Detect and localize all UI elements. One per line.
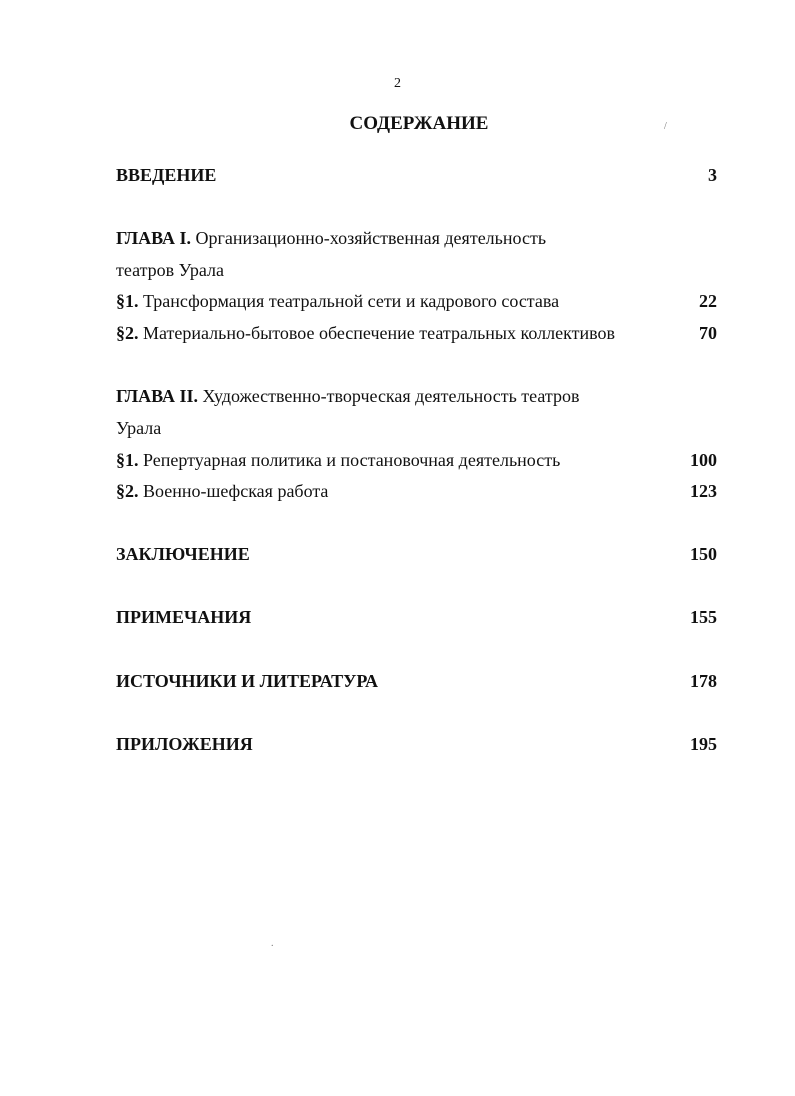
toc-entry-sources: [116, 668, 717, 694]
toc-entry-notes: [116, 604, 717, 630]
toc-entry-label: ПРИМЕЧАНИЯ: [116, 607, 252, 627]
toc-entry-label: ЗАКЛЮЧЕНИЕ: [116, 544, 250, 564]
chapter-prefix: ГЛАВА II.: [116, 386, 199, 406]
section-mark: §1.: [116, 450, 139, 470]
scan-speck: /: [664, 121, 667, 132]
toc-chapter-2-heading-continued: [116, 415, 717, 441]
toc-section-2-2: [116, 478, 717, 504]
section-title: Репертуарная политика и постановочная деятельность: [138, 450, 561, 470]
toc-page-number: 150: [690, 544, 717, 564]
chapter-title-continued: Урала: [116, 418, 162, 438]
section-title: Военно-шефская работа: [138, 481, 329, 501]
chapter-prefix: ГЛАВА I.: [116, 228, 192, 248]
toc-page-number: 178: [690, 671, 717, 691]
toc-page-number: 3: [708, 165, 717, 185]
toc-page-number: 70: [699, 323, 717, 343]
toc-entry-label: ПРИЛОЖЕНИЯ: [116, 734, 253, 754]
toc-entry-conclusion: [116, 541, 717, 567]
toc-section-1-2: [116, 320, 717, 346]
section-mark: §2.: [116, 323, 139, 343]
chapter-title: Организационно-хозяйственная деятельность: [191, 228, 547, 248]
toc-section-1-1: [116, 288, 717, 314]
toc-chapter-1-heading: [116, 225, 717, 251]
page-title: СОДЕРЖАНИЕ: [349, 113, 489, 134]
toc-entry-introduction: [116, 162, 717, 188]
toc-chapter-2-heading: [116, 383, 717, 409]
toc-page-number: 123: [690, 481, 717, 501]
toc-entry-label: ИСТОЧНИКИ И ЛИТЕРАТУРА: [116, 671, 379, 691]
section-title: Материально-бытовое обеспечение театральных коллективов: [138, 323, 615, 343]
toc-section-2-1: [116, 447, 717, 473]
toc-page-number: 22: [699, 291, 717, 311]
toc-page-number: 195: [690, 734, 717, 754]
section-title: Трансформация театральной сети и кадрового состава: [138, 291, 560, 311]
section-mark: §2.: [116, 481, 139, 501]
scan-speck: .: [271, 938, 274, 949]
section-mark: §1.: [116, 291, 139, 311]
toc-chapter-1-heading-continued: [116, 257, 717, 283]
chapter-title-continued: театров Урала: [116, 260, 224, 280]
toc-entry-label: ВВЕДЕНИЕ: [116, 165, 217, 185]
chapter-title: Художественно-творческая деятельность театров: [198, 386, 580, 406]
toc-entry-appendices: [116, 731, 717, 757]
toc-page-number: 100: [690, 450, 717, 470]
toc-page-number: 155: [690, 607, 717, 627]
page-number: 2: [394, 76, 401, 91]
